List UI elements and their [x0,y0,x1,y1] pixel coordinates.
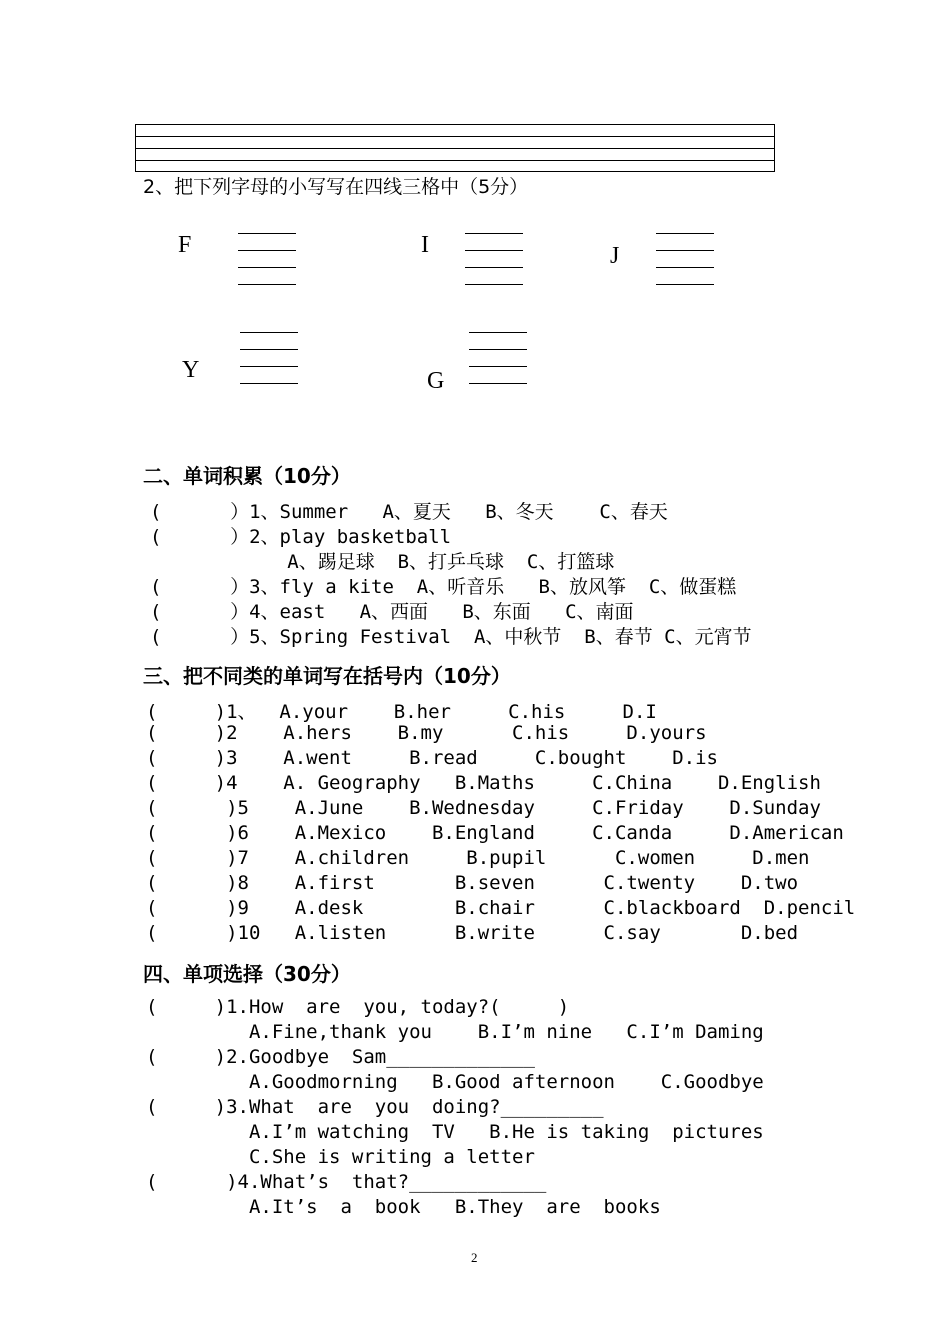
odd-one-out-line: ( )3 A.went B.read C.bought D.is [146,747,718,769]
vocab-line: ( ）4、east A、西面 B、东面 C、南面 [150,601,634,623]
odd-one-out-line: ( )2 A.hers B.my C.his D.yours [146,722,707,744]
choice-line: ( )4.What’s that?____________ [146,1171,547,1193]
odd-one-out-line: ( )9 A.desk B.chair C.blackboard D.pencil [146,897,856,919]
four-line-grid-i[interactable] [465,233,523,285]
odd-one-out-line: ( )5 A.June B.Wednesday C.Friday D.Sunday [146,797,821,819]
odd-one-out-line: ( )1、 A.your B.her C.his D.I [146,701,657,723]
choice-line: C.She is writing a letter [146,1146,535,1168]
letter-y: Y [182,357,200,383]
ruled-line [136,136,774,137]
top-ruled-box [135,124,775,172]
section1-title: 2、把下列字母的小写写在四线三格中（5分） [143,176,529,198]
choice-line: A.Fine,thank you B.I’m nine C.I’m Daming [146,1021,764,1043]
choice-line: ( )1.How are you, today?( ) [146,996,570,1018]
page-number: 2 [471,1250,478,1265]
vocab-line: A、踢足球 B、打乒乓球 C、打篮球 [150,551,615,573]
letter-j: J [610,243,620,269]
choice-line: ( )3.What are you doing?_________ [146,1096,604,1118]
letter-g: G [427,368,445,394]
odd-one-out-line: ( )7 A.children B.pupil C.women D.men [146,847,810,869]
odd-one-out-line: ( )8 A.first B.seven C.twenty D.two [146,872,799,894]
vocab-line: ( ）1、Summer A、夏天 B、冬天 C、春天 [150,501,668,523]
vocab-line: ( ）2、play basketball [150,526,452,548]
choice-line: A.Goodmorning B.Good afternoon C.Goodbye [146,1071,764,1093]
choice-line: A.I’m watching TV B.He is taking pictures [146,1121,764,1143]
vocab-line: ( ）3、fly a kite A、听音乐 B、放风筝 C、做蛋糕 [150,576,737,598]
odd-one-out-line: ( )4 A. Geography B.Maths C.China D.English [146,772,821,794]
section2-title: 二、单词积累（10分） [143,464,351,488]
letter-f: F [178,232,192,258]
four-line-grid-y[interactable] [240,332,298,384]
section3-title: 三、把不同类的单词写在括号内（10分） [143,664,511,688]
four-line-grid-f[interactable] [238,233,296,285]
choice-line: A.It’s a book B.They are books [146,1196,661,1218]
letter-i: I [421,232,429,258]
four-line-grid-g[interactable] [469,332,527,384]
odd-one-out-line: ( )10 A.listen B.write C.say D.bed [146,922,799,944]
odd-one-out-line: ( )6 A.Mexico B.England C.Canda D.American [146,822,844,844]
ruled-line [136,160,774,161]
vocab-line: ( ）5、Spring Festival A、中秋节 B、春节 C、元宵节 [150,626,752,648]
section4-title: 四、单项选择（30分） [143,962,351,986]
ruled-line [136,148,774,149]
four-line-grid-j[interactable] [656,233,714,285]
choice-line: ( )2.Goodbye Sam_____________ [146,1046,535,1068]
